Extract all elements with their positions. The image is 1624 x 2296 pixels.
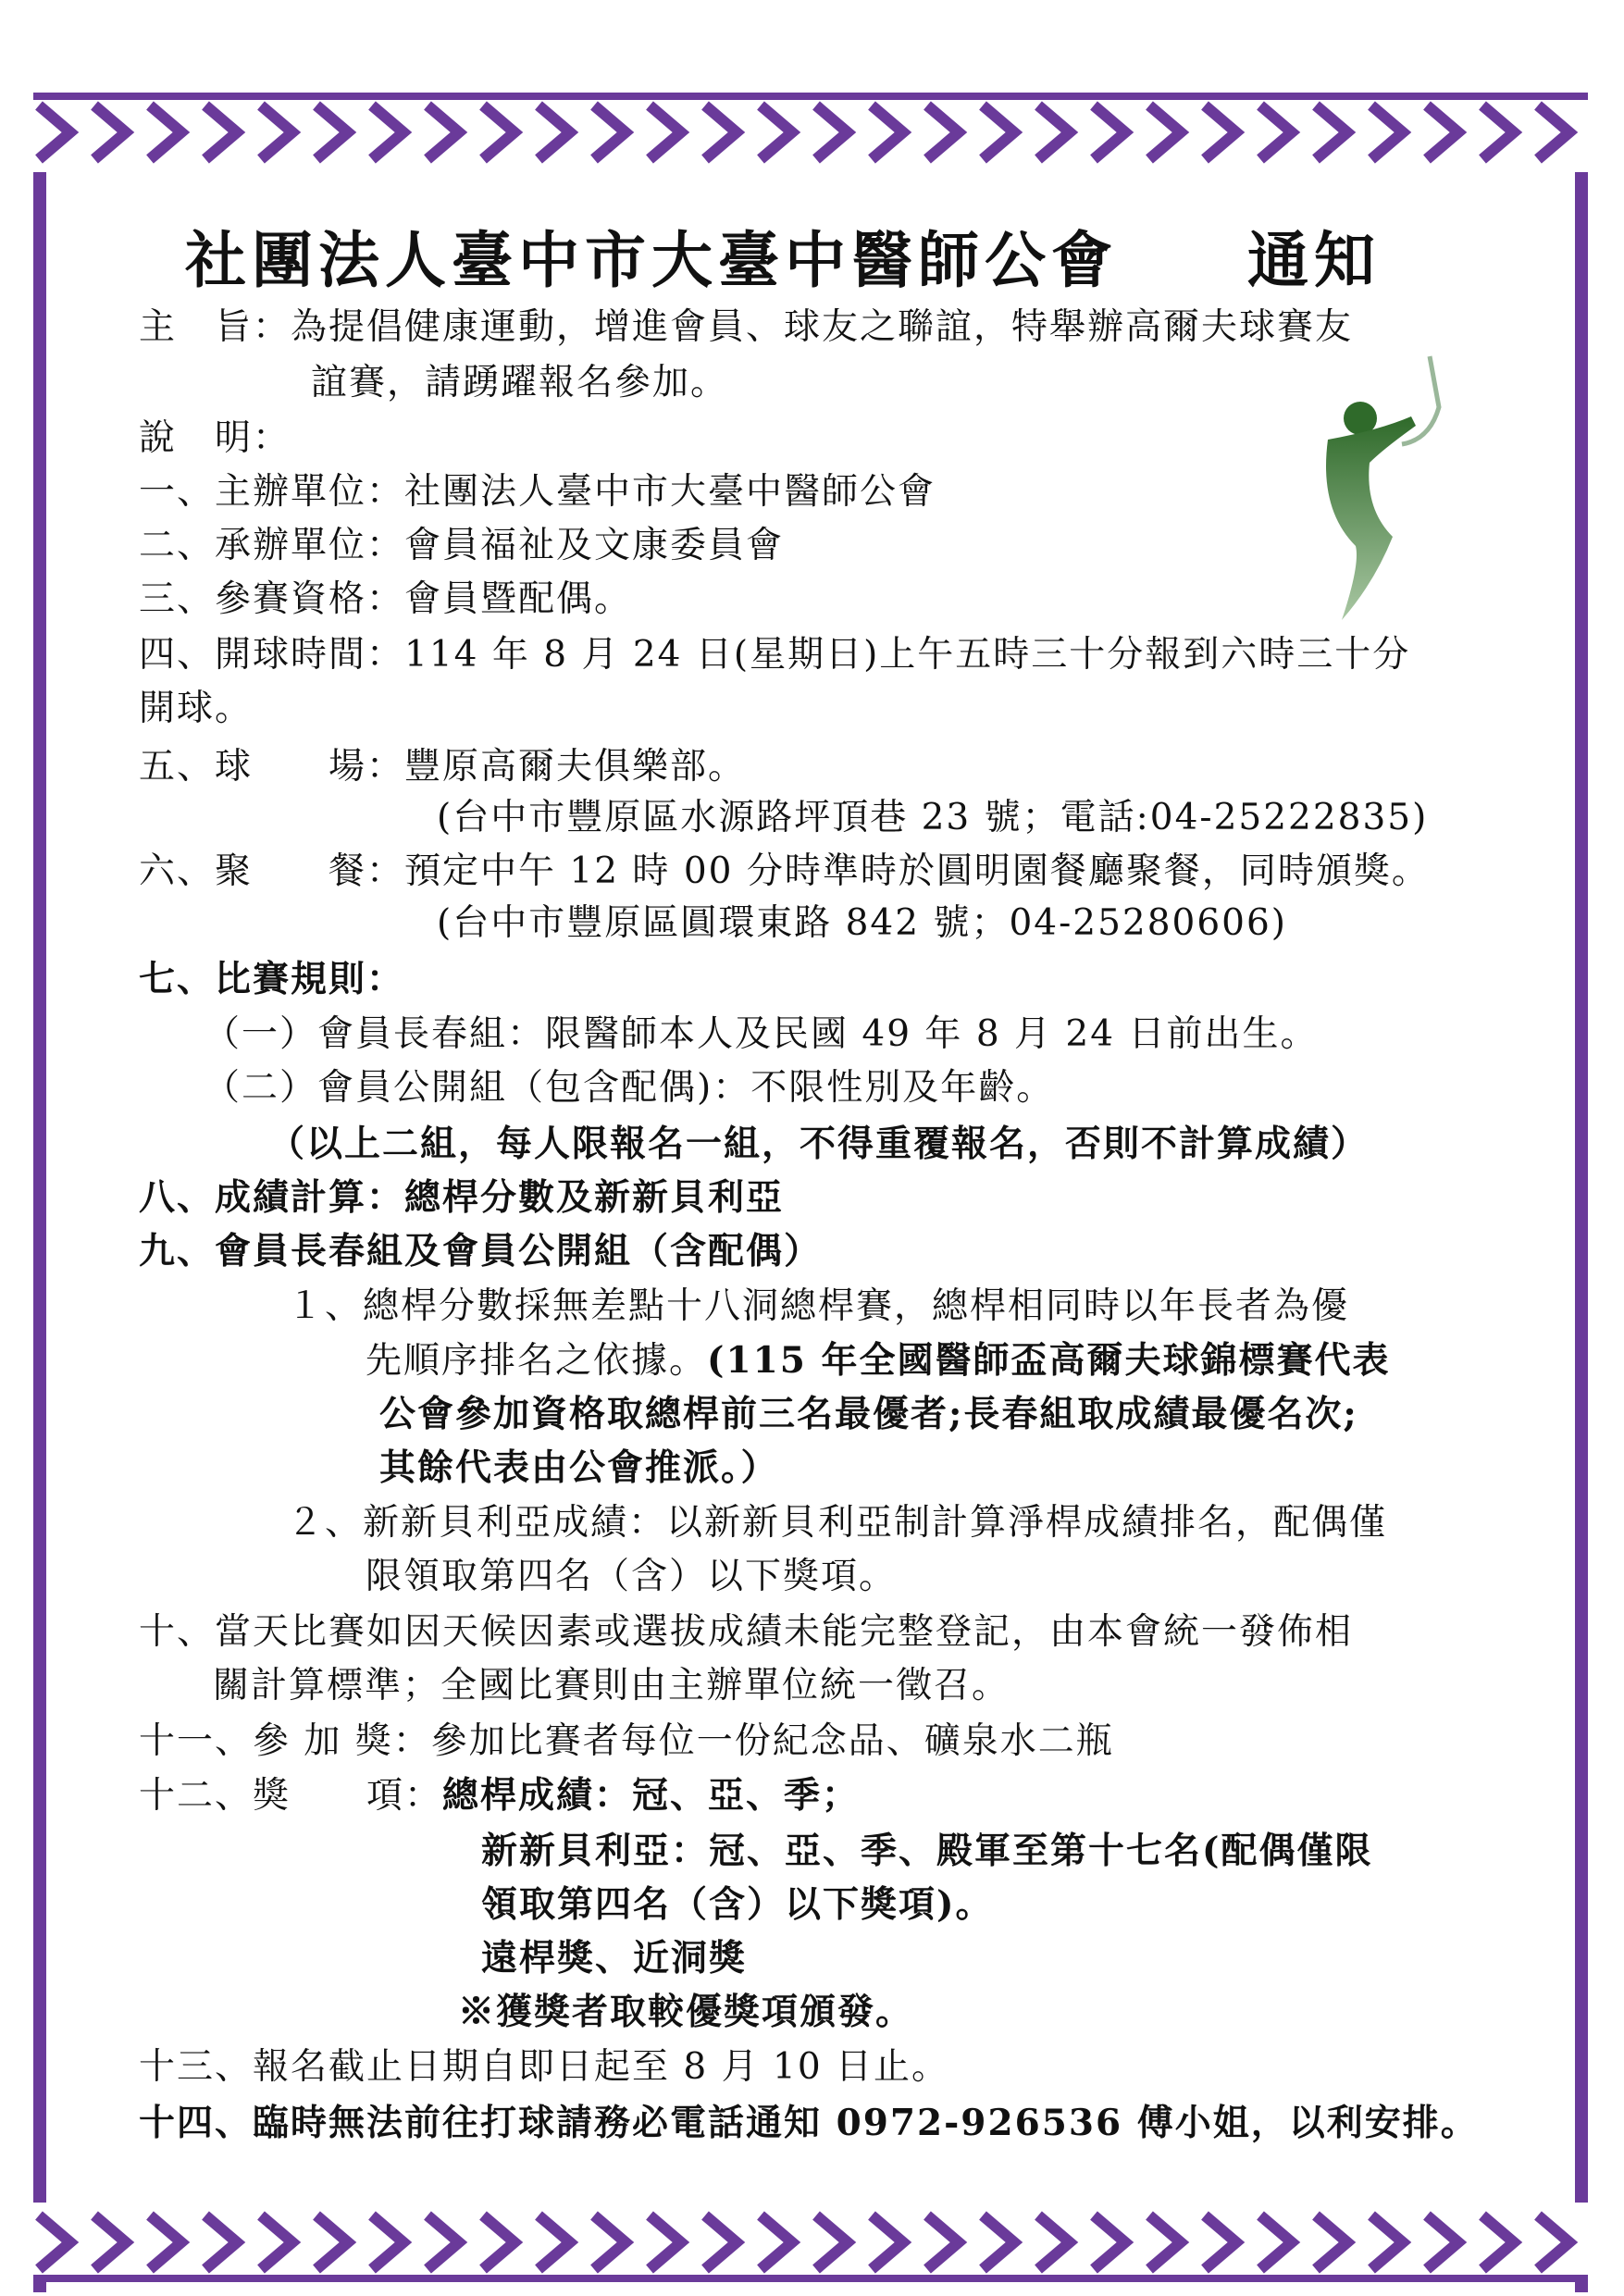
item-participation-prize: 十一、參 加 獎：參加比賽者每位一份紀念品、礦泉水二瓶 — [139, 1720, 1114, 1762]
item-course: 五、球 場：豐原高爾夫俱樂部。 — [139, 746, 747, 788]
rule-note: （以上二組，每人限報名一組，不得重覆報名，否則不計算成績） — [268, 1123, 1370, 1165]
subject-line-1 — [139, 305, 1353, 350]
group-rule-2-line-2: 限領取第四名（含）以下獎項。 — [366, 1556, 898, 1597]
rule-open-group: （二）會員公開組（包含配偶)：不限性別及年齡。 — [204, 1067, 1055, 1109]
group-rule-1-line-2 — [366, 1338, 1390, 1384]
item-weather-1: 十、當天比賽如因天候因素或選拔成績未能完整登記，由本會統一發佈相 — [139, 1611, 1354, 1653]
group-rule-1-line-4: 其餘代表由公會推派。） — [379, 1446, 779, 1489]
item-eligibility: 三、參賽資格：會員暨配偶。 — [139, 578, 633, 620]
group-rule-1-line-3: 公會參加資格取總桿前三名最優者;長春組取成績最優名次; — [379, 1393, 1358, 1435]
prize-peoria-1: 新新貝利亞：冠、亞、季、殿軍至第十七名(配偶僅限 — [481, 1830, 1373, 1872]
item-contact: 十四、臨時無法前往打球請務必電話通知 0972-926536 傅小姐，以利安排。 — [139, 2102, 1479, 2144]
item-organizer: 一、主辦單位：社團法人臺中市大臺中醫師公會 — [139, 471, 936, 513]
bottom-chevron-band — [33, 2203, 1588, 2282]
group-rule-2-line-1: ２、新新貝利亞成績：以新新貝利亞制計算淨桿成績排名，配偶僅 — [287, 1502, 1388, 1544]
item-dinner-address: (台中市豐原區圓環東路 842 號；04-25280606) — [437, 902, 1287, 944]
item-deadline: 十三、報名截止日期自即日起至 8 月 10 日止。 — [139, 2046, 950, 2088]
golfer-silhouette-icon — [1291, 352, 1448, 629]
group-rule-1-plain: 先順序排名之依據。 — [366, 1340, 708, 1382]
group-rule-1-bold: (115 年全國醫師盃高爾夫球錦標賽代表 — [707, 1339, 1391, 1382]
group-rule-1-line-1: １、總桿分數採無差點十八洞總桿賽，總桿相同時以年長者為優 — [287, 1285, 1350, 1327]
explanation-label: 說 明： — [139, 417, 291, 459]
prize-special: 遠桿獎、近洞獎 — [481, 1937, 748, 1980]
prize-gross: 總桿成績：冠、亞、季； — [442, 1774, 861, 1817]
notice-label: 通知 — [1247, 224, 1381, 296]
item-prizes — [139, 1773, 860, 1818]
item-rules-heading: 七、比賽規則： — [139, 958, 405, 1000]
item-groups-heading: 九、會員長春組及會員公開組（含配偶） — [139, 1230, 823, 1272]
top-chevron-band — [33, 93, 1588, 172]
item-tee-time-1: 四、開球時間：114 年 8 月 24 日(星期日)上午五時三十分報到六時三十分 — [139, 634, 1411, 676]
chevron-pattern-bottom — [33, 2203, 1588, 2282]
association-name: 社團法人臺中市大臺中醫師公會 — [185, 224, 1118, 296]
chevron-pattern-top — [33, 93, 1588, 172]
item-scoring: 八、成績計算：總桿分數及新新貝利亞 — [139, 1176, 785, 1219]
prize-peoria-2: 領取第四名（含）以下獎項)。 — [481, 1883, 994, 1926]
prizes-label: 十二、獎 項： — [139, 1775, 443, 1817]
subject-text-1: 為提倡健康運動，增進會員、球友之聯誼，特舉辦高爾夫球賽友 — [291, 306, 1354, 348]
prize-note: ※獲獎者取較優獎項頒發。 — [458, 1991, 914, 2033]
rule-senior-group: （一）會員長春組：限醫師本人及民國 49 年 8 月 24 日前出生。 — [204, 1013, 1319, 1055]
item-course-address: (台中市豐原區水源路坪頂巷 23 號；電話:04-25222835) — [437, 797, 1429, 838]
subject-line-2: 誼賽，請踴躍報名參加。 — [311, 362, 729, 403]
item-tee-time-2: 開球。 — [139, 688, 254, 729]
subject-label: 主 旨： — [139, 306, 291, 348]
item-co-organizer: 二、承辦單位：會員福祉及文康委員會 — [139, 525, 785, 566]
item-dinner: 六、聚 餐：預定中午 12 時 00 分時準時於圓明園餐廳聚餐，同時頒獎。 — [139, 850, 1430, 892]
notice-title — [185, 211, 1381, 299]
item-weather-2: 關計算標準；全國比賽則由主辦單位統一徵召。 — [213, 1665, 1010, 1706]
